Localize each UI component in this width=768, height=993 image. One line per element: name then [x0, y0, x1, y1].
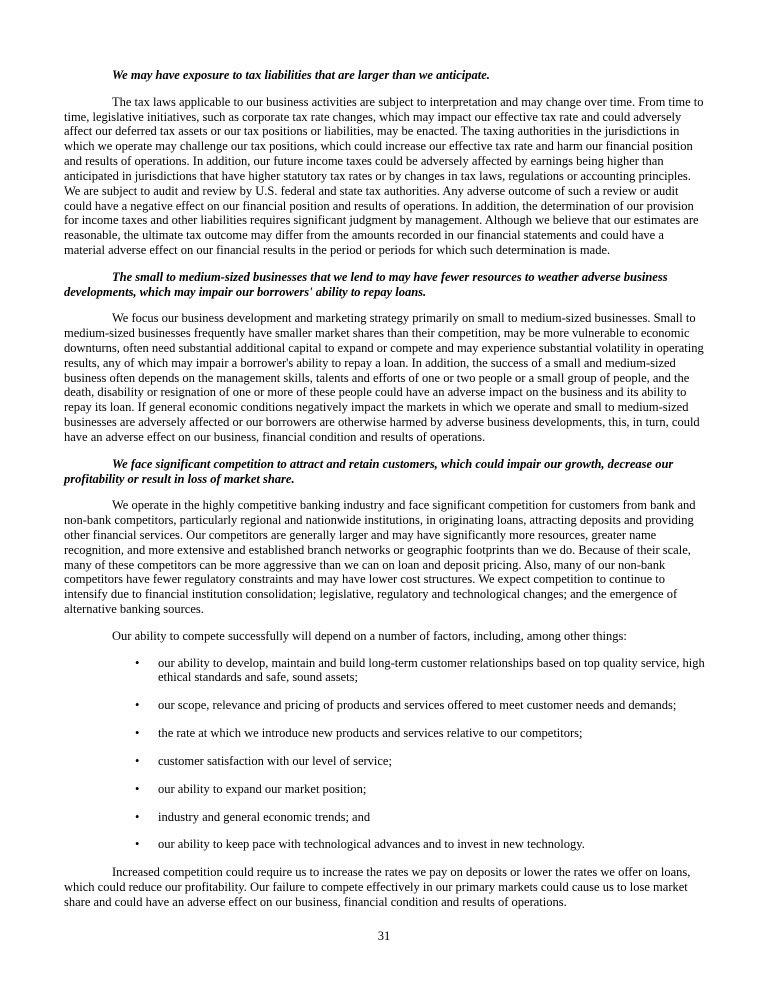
- list-item-text: our ability to keep pace with technological advances and to invest in new technology.: [158, 837, 585, 852]
- list-item-text: customer satisfaction with our level of service;: [158, 753, 392, 768]
- paragraph-tax-laws: The tax laws applicable to our business activities are subject to interpretation and may change over time. From time to time, legislative initiatives, such as corporate tax rate changes, which may impact our effective tax rate and could adversely affect our deferred tax assets or our tax positions or liabilities, may be enacted. The taxing authorities in the jurisdictions in which we operate may challenge our tax positions, which could increase our effective tax rate and harm our financial position and results of operations. In addition, our future income taxes could be adversely affected by earnings being higher than anticipated in jurisdictions that have higher statutory tax rates or by changes in tax laws, regulations or accounting principles. We are subject to audit and review by U.S. federal and state tax authorities. Any adverse outcome of such a review or audit could have a negative effect on our financial position and results of operations. In addition, the determination of our provision for income taxes and other liabilities requires significant judgment by management. Although we believe that our estimates are reasonable, the ultimate tax outcome may differ from the amounts recorded in our financial statements and could have a material adverse effect on our financial results in the period or periods for which such determination is made.: [64, 94, 704, 257]
- list-item: [135, 754, 706, 769]
- bullet-icon: •: [135, 753, 140, 768]
- paragraph-small-business: We focus our business development and marketing strategy primarily on small to medium-sized businesses. Small to medium-sized businesses frequently have smaller market shares than their competition, may be more vulnerable to economic downturns, often need substantial additional capital to expand or compete and may experience substantial volatility in operating results, any of which may impair a borrower's ability to repay a loan. In addition, the success of a small and medium-sized business often depends on the management skills, talents and efforts of one or two people or a small group of people, and the death, disability or resignation of one or more of these people could have an adverse impact on the business and its ability to repay its loan. If general economic conditions negatively impact the markets in which we operate and small to medium-sized businesses are adversely affected or our borrowers are otherwise harmed by adverse business developments, this, in turn, could have an adverse effect on our business, financial condition and results of operations.: [64, 311, 704, 444]
- risk-heading-competition: We face significant competition to attract and retain customers, which could impair our growth, decrease our profitability or result in loss of market share.: [64, 456, 674, 486]
- list-item: [135, 782, 706, 797]
- bullet-icon: •: [135, 809, 140, 824]
- list-item: [135, 726, 706, 741]
- page-number: 31: [377, 929, 391, 943]
- list-item-text: our ability to expand our market position;: [158, 781, 367, 796]
- risk-heading-tax-liabilities: We may have exposure to tax liabilities that are larger than we anticipate.: [112, 68, 490, 82]
- bullet-icon: •: [135, 726, 140, 741]
- list-item: [135, 656, 706, 686]
- paragraph-competition: We operate in the highly competitive banking industry and face significant competition for customers from bank and non-bank competitors, particularly regional and nationwide institutions, in originating loans, attracting deposits and providing other financial services. Our competitors are generally larger and may have significantly more resources, greater name recognition, and more extensive and established branch networks or geographic footprints than we do. Because of their scale, many of these competitors can be more aggressive than we can on loan and deposit pricing. Also, many of our non-bank competitors have fewer regulatory constraints and may have lower cost structures. We expect competition to continue to intensify due to financial institution consolidation; legislative, regulatory and technological changes; and the emergence of alternative banking sources.: [64, 498, 696, 616]
- list-item: [135, 698, 706, 713]
- list-item-text: our ability to develop, maintain and build long-term customer relationships based on top quality service, high ethical standards and safe, sound assets;: [158, 655, 705, 685]
- risk-heading-small-business-lending: The small to medium-sized businesses that we lend to may have fewer resources to weather adverse business developments, which may impair our borrowers' ability to repay loans.: [64, 269, 668, 299]
- list-item-text: industry and general economic trends; and: [158, 809, 371, 824]
- bullet-icon: •: [135, 837, 140, 852]
- list-item: [135, 837, 706, 852]
- bullet-icon: •: [135, 698, 140, 713]
- list-item: [135, 810, 706, 825]
- bullet-icon: •: [135, 781, 140, 796]
- paragraph-increased-competition: Increased competition could require us to increase the rates we pay on deposits or lower the rates we offer on loans, which could reduce our profitability. Our failure to compete effectively in our primary markets could cause us to lose market share and could have an adverse effect on our business, financial condition and results of operations.: [64, 865, 691, 909]
- list-item-text: the rate at which we introduce new products and services relative to our competitors;: [158, 726, 583, 741]
- paragraph-factors-intro: Our ability to compete successfully will depend on a number of factors, including, among other things:: [112, 628, 627, 643]
- competitive-factors-list: [64, 656, 706, 853]
- bullet-icon: •: [135, 655, 140, 670]
- list-item-text: our scope, relevance and pricing of products and services offered to meet customer needs and demands;: [158, 698, 677, 713]
